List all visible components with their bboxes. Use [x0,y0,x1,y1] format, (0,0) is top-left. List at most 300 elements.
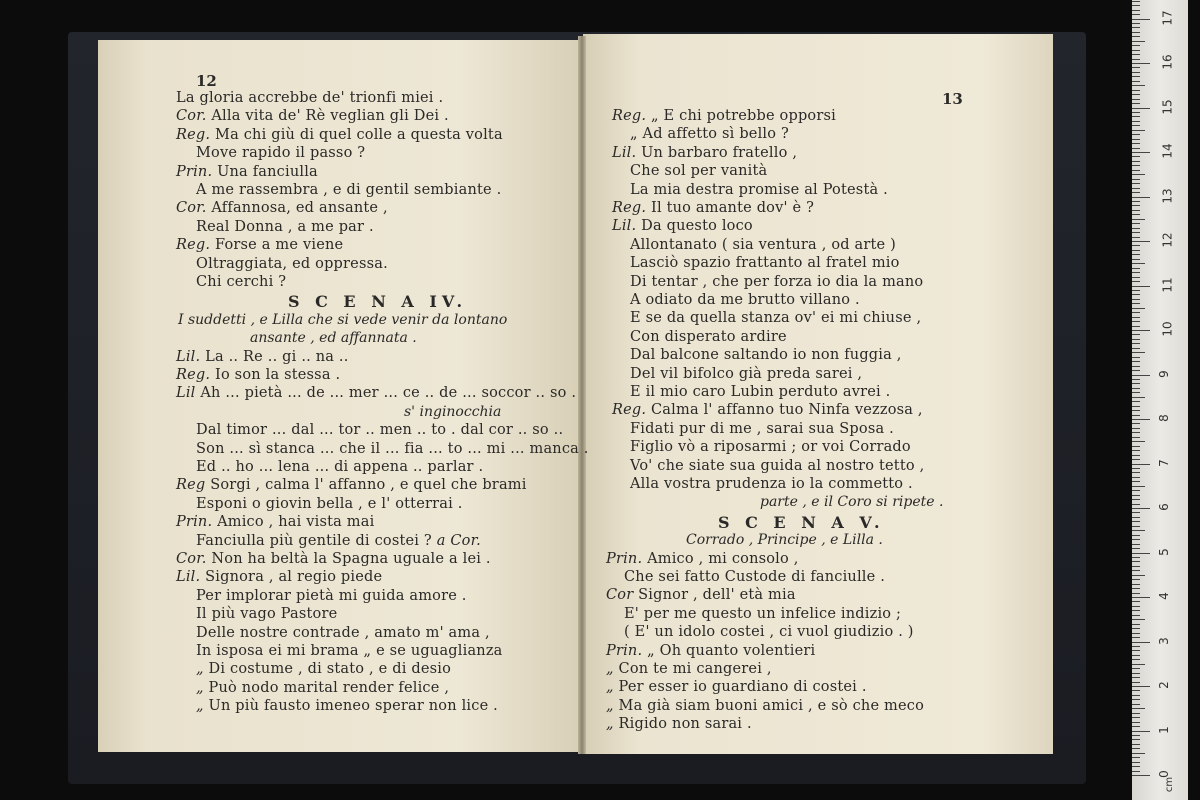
speaker-label: Prin. [606,642,643,659]
ruler-tick [1132,286,1150,287]
verse-text: „ Oh quanto volentieri [647,642,816,659]
verse-text: Non ha beltà la Spagna uguale a lei . [211,551,491,567]
verse-text: Chi cerchi ? [196,274,287,290]
ruler-tick [1132,343,1140,344]
ruler-tick [1132,459,1140,460]
verse-text: Rigido non sarai . [618,716,752,733]
ruler-tick [1132,423,1140,424]
text-line [176,367,340,383]
ruler-tick [1132,272,1140,273]
ruler-tick [1132,161,1140,162]
ruler-tick [1132,232,1140,233]
ruler-tick [1132,299,1140,300]
ruler-label: 13 [1160,187,1175,204]
verse-text: Di costume , di stato , e di desio [208,661,452,678]
verse-text: La .. Re .. gi .. na .. [205,348,349,365]
verse-text: „ E chi potrebbe opporsi [651,108,836,124]
ruler-tick [1132,437,1140,438]
text-line [606,551,799,567]
verse-text: Io son la stessa . [215,367,341,383]
ruler-tick [1132,735,1140,736]
text-line [612,200,814,216]
verse-text: Oltraggiata, ed oppressa. [196,255,388,272]
verse-text: Amico , hai vista mai [217,514,375,531]
ruler-tick [1132,192,1140,193]
verse-text: Con disperato ardire [630,328,787,345]
ruler-tick [1132,575,1145,576]
ruler-tick [1132,655,1140,656]
ruler-tick [1132,512,1140,513]
verse-text: Del vil bifolco già preda sarei , [630,365,863,382]
text-line [630,237,896,253]
ruler-tick [1132,219,1145,220]
text-line [176,237,343,253]
ruler-unit: cm [1164,776,1176,793]
verse-text: Forse a me viene [215,237,344,254]
speaker-label: Lil. [176,348,201,365]
ruler-label: 9 [1156,369,1171,378]
text-line [630,274,923,290]
ruler-tick [1132,348,1140,349]
verse-text: Dal timor ... dal ... tor .. men .. to . dal cor .. so .. [196,422,564,439]
ruler-tick [1132,584,1140,585]
ruler-tick [1132,321,1140,322]
ruler-tick [1132,455,1140,456]
ruler-tick [1132,597,1150,598]
ruler-tick [1132,508,1150,509]
text-line [630,347,902,363]
ruler-label: 17 [1160,9,1175,26]
text-line [196,422,563,438]
ruler-tick [1132,170,1140,171]
ruler-tick [1132,254,1140,255]
speaker-label: Prin. [606,550,643,567]
text-line [630,163,767,179]
ruler-tick [1132,36,1140,37]
verse-text: Il più vago Pastore [196,606,338,623]
ruler-tick [1132,481,1140,482]
ruler-tick [1132,544,1140,545]
verse-text: Può nodo marital render felice , [208,679,450,696]
ruler-tick [1132,281,1140,282]
ruler-tick [1132,753,1145,754]
ruler-tick [1132,517,1140,518]
verse-text: Per implorar pietà mi guida amore . [196,587,467,604]
ruler-label: 6 [1156,503,1171,511]
ruler-tick [1132,188,1140,189]
ruler-tick [1132,23,1140,24]
text-line [176,569,382,585]
verse-text: Real Donna , a me par . [196,218,374,235]
ruler-tick [1132,205,1140,206]
verse-text: Calma l' affanno tuo Ninfa vezzosa , [651,402,923,419]
ruler-label: 7 [1156,458,1171,467]
text-line [612,108,836,124]
stage-direction: ansante , ed affannata . [250,330,417,347]
ruler-tick [1132,112,1140,113]
ruler-tick [1132,731,1150,732]
ruler-tick [1132,762,1140,763]
ruler-label: 14 [1160,143,1175,159]
ruler-tick [1132,419,1150,420]
ruler-tick [1132,330,1150,331]
text-line [624,606,901,622]
ruler-tick [1132,357,1140,358]
speaker-label: Lil [176,385,196,402]
ruler-tick [1132,379,1140,380]
ruler-label: 15 [1160,98,1175,115]
ruler-tick [1132,125,1140,126]
verse-text: E se da quella stanza ov' ei mi chiuse , [630,310,922,327]
ruler-tick [1132,695,1140,696]
verse-text: La gloria accrebbe de' trionfi miei . [176,90,444,106]
stage-aside: s' inginocchia [404,403,502,420]
verse-text: Vo' che siate sua guida al nostro tetto , [630,457,925,474]
stage-direction: parte , e il Coro si ripete . [760,494,944,511]
ruler-tick [1132,539,1140,540]
ruler-tick [1132,375,1150,376]
ruler-tick [1132,650,1140,651]
ruler-tick [1132,557,1140,558]
speaker-label: Lil. [612,144,637,161]
ruler-tick [1132,548,1140,549]
verse-text: E il mio caro Lubin perduto avrei . [630,384,891,400]
ruler-tick [1132,59,1140,60]
ruler-tick [1132,468,1140,469]
verse-text: Figlio vò a riposarmi ; or voi Corrado [630,439,911,456]
ruler-tick [1132,464,1150,465]
verse-text: Con te mi cangerei , [618,661,772,677]
ruler-tick [1132,642,1150,643]
ruler-tick [1132,708,1145,709]
ruler-tick [1132,277,1140,278]
ruler-tick [1132,250,1140,251]
ruler-tick [1132,615,1140,616]
verse-text: Il tuo amante dov' è ? [651,200,815,216]
ruler-tick [1132,499,1140,500]
ruler-tick [1132,472,1140,473]
ruler-tick [1132,1,1140,2]
text-line [630,458,924,474]
text-line [630,329,787,345]
stage-direction: Corrado , Principe , e Lilla . [686,532,883,549]
ruler-label: 16 [1160,54,1175,70]
ruler-tick [1132,432,1140,433]
ruler-tick [1132,646,1140,647]
text-line [196,496,463,512]
text-line [196,661,451,677]
ruler-tick [1132,41,1145,42]
verse-text: Un più fausto imeneo sperar non lice . [208,698,498,715]
ruler-tick [1132,397,1145,398]
scene-heading: S C E N A IV. [288,292,468,312]
ruler-tick [1132,477,1140,478]
ruler-tick [1132,526,1140,527]
speaker-label: Reg. [176,367,211,383]
verse-text: Ed .. ho ... lena ... di appena .. parlar . [196,459,484,475]
verse-text: Una fanciulla [217,163,318,180]
text-line [606,679,867,695]
text-line [606,643,815,659]
text-line [606,587,796,603]
speaker-label: „ [606,716,614,733]
ruler-tick [1132,553,1150,554]
speaker-label: Reg. [176,237,211,254]
ruler-tick [1132,174,1145,175]
text-line [196,606,337,622]
speaker-label: Cor. [176,108,207,125]
verse-text: Per esser io guardiano di costei . [618,679,867,696]
ruler-tick [1132,579,1140,580]
text-line [606,661,772,677]
ruler-tick [1132,81,1140,82]
text-line [176,514,374,530]
text-line [612,402,923,418]
text-line [196,182,501,198]
ruler-tick [1132,570,1140,571]
verse-text: Allontanato ( sia ventura , od arte ) [630,236,896,253]
ruler-tick [1132,32,1140,33]
ruler-tick [1132,490,1140,491]
verse-text: Ah ... pietà ... de ... mer ... ce .. de ... soccor .. so . [200,385,577,402]
ruler-tick [1132,637,1140,638]
ruler-tick [1132,504,1140,505]
ruler-tick [1132,76,1140,77]
ruler-tick [1132,268,1140,269]
ruler-tick [1132,108,1150,109]
verse-text: Che sol per vanità [630,163,768,180]
ruler-tick [1132,116,1140,117]
speaker-label: Cor [606,587,634,604]
stage-aside: a Cor. [436,532,481,549]
ruler-tick [1132,290,1140,291]
text-line [196,643,503,659]
ruler-tick [1132,624,1140,625]
ruler-tick [1132,530,1145,531]
speaker-label: „ [196,661,204,678]
text-line [196,459,483,475]
verse-text: Affannosa, ed ansante , [211,200,388,217]
ruler-tick [1132,241,1150,242]
text-line [606,716,752,732]
text-line [176,385,576,401]
ruler-tick [1132,415,1140,416]
text-line [612,218,753,234]
ruler-tick [1132,392,1140,393]
text-line [630,255,900,271]
ruler-tick [1132,134,1140,135]
ruler-tick [1132,54,1140,55]
ruler-tick [1132,361,1140,362]
verse-text: „ Ad affetto sì bello ? [630,126,789,143]
ruler-tick [1132,263,1145,264]
book-gutter [578,36,586,754]
ruler-tick [1132,370,1140,371]
ruler-tick [1132,659,1140,660]
speaker-label: Reg [176,477,206,494]
text-line [196,625,490,641]
speaker-label: Cor. [176,200,207,217]
text-line [196,680,449,696]
ruler-tick [1132,245,1140,246]
verse-text: Da questo loco [641,218,753,235]
speaker-label: „ [196,679,204,696]
ruler-tick [1132,197,1150,198]
verse-text: Signora , al regio piede [205,569,383,586]
text-line [176,349,349,365]
verse-text: Move rapido il passo ? [196,145,366,162]
speaker-label: „ [606,697,614,714]
page-number: 13 [942,90,963,108]
verse-text: In isposa ei mi brama „ e se uguaglianza [196,643,503,659]
ruler-tick [1132,726,1140,727]
scene-heading: S C E N A V. [718,512,885,532]
ruler-tick [1132,45,1140,46]
verse-text: E' per me questo un infelice indizio ; [624,605,902,622]
ruler-tick [1132,5,1140,6]
verse-text: Amico , mi consolo , [647,550,799,567]
text-line [630,421,894,437]
verse-text: Fanciulla più gentile di costei ? [196,532,432,549]
text-line [176,200,388,216]
ruler-tick [1132,317,1140,318]
text-line [630,126,789,142]
ruler-tick [1132,521,1140,522]
speaker-label: „ [196,698,204,715]
speaker-label: Lil. [612,218,637,235]
verse-text: Lasciò spazio frattanto al fratel mio [630,255,900,272]
ruler-tick [1132,486,1145,487]
stage-direction: I suddetti , e Lilla che si vede venir da lontano [178,311,508,328]
ruler-tick [1132,179,1140,180]
verse-text: Delle nostre contrade , amato m' ama , [196,624,490,641]
ruler-tick [1132,308,1145,309]
ruler-tick [1132,294,1140,295]
verse-text: Fidati pur di me , sarai sua Sposa . [630,420,894,437]
ruler-tick [1132,682,1140,683]
ruler-tick [1132,535,1140,536]
text-line [630,439,911,455]
speaker-label: „ [606,679,614,696]
ruler-tick [1132,450,1140,451]
ruler-tick [1132,90,1140,91]
ruler-tick [1132,388,1140,389]
ruler-tick [1132,722,1140,723]
speaker-label: Prin. [176,163,213,180]
ruler-tick [1132,152,1150,153]
ruler-label: 0 [1156,770,1171,778]
ruler-tick [1132,428,1140,429]
verse-text: ( E' un idolo costei , ci vuol giudizio . ) [624,624,914,641]
ruler-tick [1132,148,1140,149]
ruler-tick [1132,406,1140,407]
ruler-tick [1132,121,1140,122]
text-line [612,145,797,161]
ruler-label: 12 [1160,232,1175,248]
text-line [624,624,914,640]
ruler-tick [1132,165,1140,166]
ruler-tick [1132,628,1140,629]
ruler-tick [1132,19,1150,20]
ruler-tick [1132,99,1140,100]
ruler-tick [1132,223,1140,224]
verse-text: La mia destra promise al Potestà . [630,181,888,198]
ruler-label: 4 [1156,592,1171,600]
ruler-tick [1132,14,1140,15]
text-line [630,384,890,400]
ruler-tick [1132,610,1140,611]
verse-text: Dal balcone saltando io non fuggia , [630,347,902,364]
ruler-tick [1132,633,1140,634]
ruler-tick [1132,237,1140,238]
text-line [176,164,318,180]
ruler-tick [1132,593,1140,594]
ruler-tick [1132,383,1140,384]
ruler-tick [1132,606,1140,607]
verse-text: A me rassembra , e di gentil sembiante . [196,182,502,198]
ruler-tick [1132,713,1140,714]
text-line [196,441,589,457]
ruler-tick [1132,664,1145,665]
ruler-tick [1132,495,1140,496]
text-line [176,127,503,143]
ruler-tick [1132,326,1140,327]
speaker-label: Lil. [176,569,201,586]
ruler-tick [1132,156,1140,157]
verse-text: Alla vostra prudenza io la commetto . [630,476,913,492]
ruler-tick [1132,677,1140,678]
text-line [630,476,913,492]
ruler-tick [1132,441,1145,442]
ruler-tick [1132,130,1145,131]
ruler-tick [1132,183,1140,184]
speaker-label: Reg. [612,108,647,124]
ruler-tick [1132,771,1140,772]
text-line [624,569,885,585]
text-line [630,292,860,308]
ruler-tick [1132,775,1150,776]
ruler-tick [1132,619,1145,620]
ruler-tick [1132,601,1140,602]
ruler-tick [1132,673,1140,674]
ruler-tick [1132,561,1140,562]
ruler-tick [1132,139,1140,140]
ruler-tick [1132,739,1140,740]
ruler-tick [1132,401,1140,402]
ruler-tick [1132,566,1140,567]
ruler-tick [1132,85,1145,86]
ruler-tick [1132,228,1140,229]
verse-text: Ma già siam buoni amici , e sò che meco [618,697,925,714]
text-line [176,477,527,493]
ruler-tick [1132,103,1140,104]
verse-text: Ma chi giù di quel colle a questa volta [215,126,503,143]
ruler-tick [1132,699,1140,700]
ruler-tick [1132,143,1140,144]
ruler-tick [1132,94,1140,95]
text-line [606,698,924,714]
verse-text: Che sei fatto Custode di fanciulle . [624,569,886,585]
ruler-tick [1132,366,1140,367]
ruler-tick [1132,50,1140,51]
ruler-tick [1132,339,1140,340]
ruler-tick [1132,766,1140,767]
ruler-tick [1132,72,1140,73]
ruler-tick [1132,704,1140,705]
text-line [196,533,481,549]
ruler-tick [1132,210,1140,211]
ruler-tick [1132,686,1150,687]
